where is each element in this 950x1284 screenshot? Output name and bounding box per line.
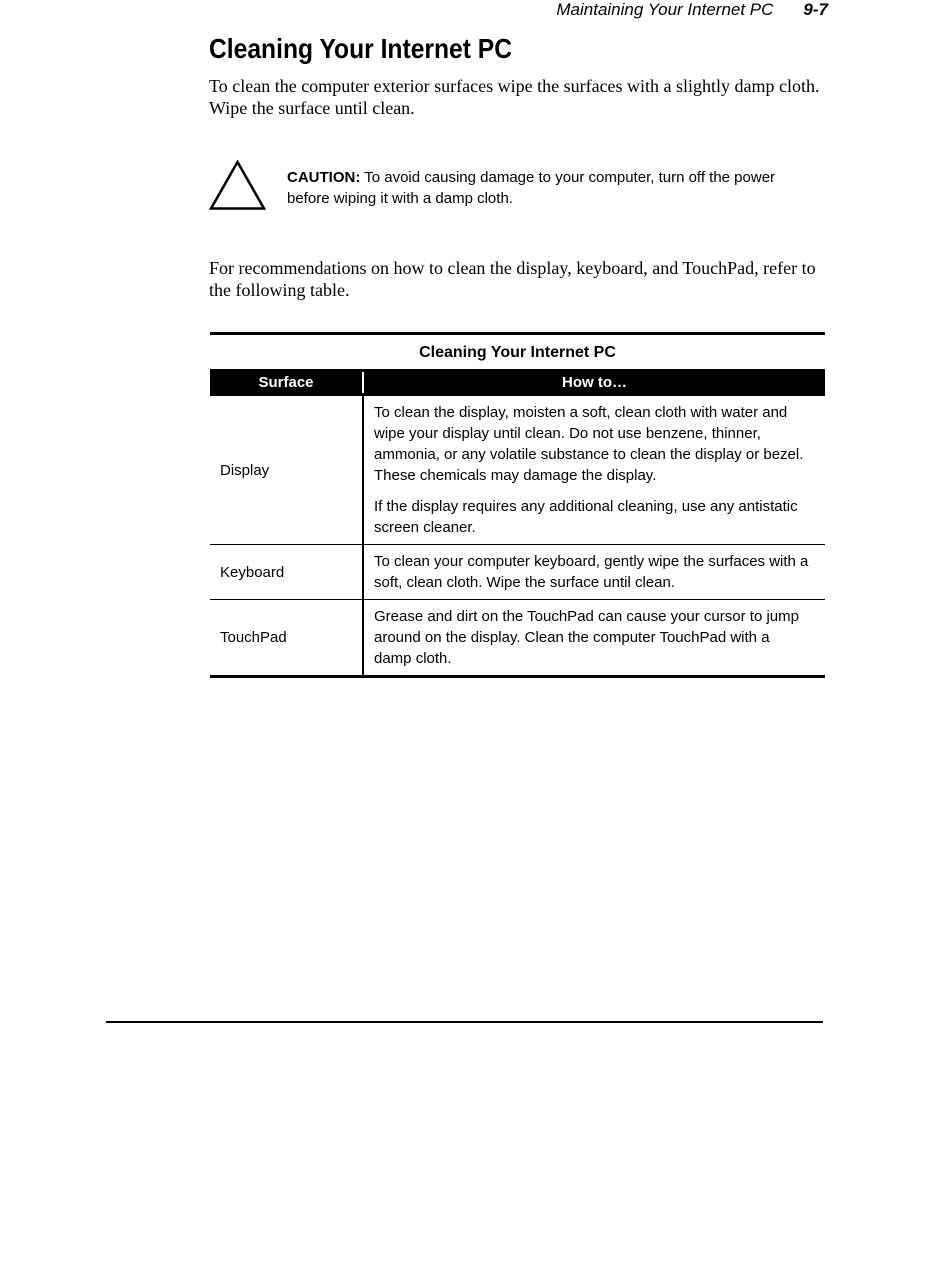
table-row-touchpad [210, 600, 825, 678]
table-row-keyboard [210, 545, 825, 600]
surface-cell: Display [210, 396, 364, 544]
caution-triangle-icon [209, 160, 266, 211]
how-to-text: Grease and dirt on the TouchPad can cause your cursor to jump around on the display. Clean the computer TouchPad with a damp cloth. [374, 608, 799, 667]
chapter-title: Maintaining Your Internet PC [556, 0, 774, 19]
page-number: 9-7 [803, 0, 828, 19]
table-row-display [210, 396, 825, 545]
surface-cell: Keyboard [210, 545, 364, 599]
caution-note [287, 167, 807, 209]
table-intro-paragraph: For recommendations on how to clean the display, keyboard, and TouchPad, refer to the following table. [209, 258, 816, 300]
caution-text: To avoid causing damage to your computer, turn off the power before wiping it with a damp cloth. [287, 169, 776, 207]
intro-paragraph: To clean the computer exterior surfaces wipe the surfaces with a slightly damp cloth. Wipe the surface until clean. [209, 76, 820, 118]
how-to-text: To clean the display, moisten a soft, clean cloth with water and wipe your display until clean. Do not use benzene, thinner, ammonia, or any volatile substance to clean the display or bezel. These chemicals may damage the display. [374, 404, 804, 484]
table-caption: Cleaning Your Internet PC [419, 344, 616, 361]
column-header-surface: Surface [210, 372, 364, 393]
how-to-text: If the display requires any additional cleaning, use any antistatic screen cleaner. [374, 498, 798, 536]
cleaning-table [210, 332, 825, 678]
section-title: Cleaning Your Internet PC [209, 33, 513, 64]
how-to-cell [364, 545, 825, 599]
footer-rule [106, 1021, 823, 1023]
how-to-cell [364, 396, 825, 544]
how-to-cell [364, 600, 825, 675]
surface-cell: TouchPad [210, 600, 364, 675]
running-header [556, 0, 828, 20]
table-header-row [210, 369, 825, 396]
column-header-how-to: How to… [562, 374, 627, 391]
how-to-text: To clean your computer keyboard, gently wipe the surfaces with a soft, clean cloth. Wipe the surface until clean. [374, 553, 809, 591]
caution-label: CAUTION: [287, 169, 361, 186]
